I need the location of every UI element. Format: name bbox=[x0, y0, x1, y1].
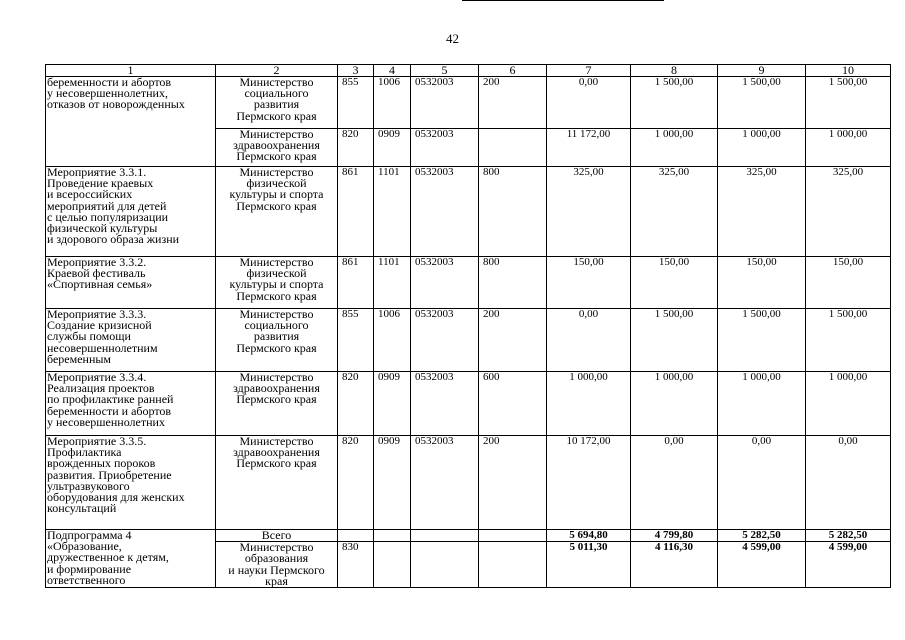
activity-name-cell bbox=[46, 129, 216, 167]
amount-cell: 4 599,00 bbox=[718, 542, 806, 588]
amount-cell: 150,00 bbox=[631, 257, 718, 309]
code-cell: 861 bbox=[338, 257, 374, 309]
page-number: 42 bbox=[446, 31, 459, 46]
code-cell: 820 bbox=[338, 372, 374, 436]
amount-cell: 4 116,30 bbox=[631, 542, 718, 588]
total-label-cell: Всего bbox=[216, 530, 338, 542]
amount-cell: 1 000,00 bbox=[547, 372, 631, 436]
code-cell: 855 bbox=[338, 77, 374, 129]
header-row bbox=[46, 65, 891, 77]
target-article-cell: 0532003 bbox=[411, 309, 479, 372]
amount-cell: 1 000,00 bbox=[806, 372, 891, 436]
activity-name-cell: Мероприятие 3.3.4. Реализация проектов по профилактике ранней беременности и абортов у несовершеннолетних bbox=[46, 372, 216, 436]
section-cell: 1006 bbox=[374, 309, 411, 372]
header-cell: 4 bbox=[374, 65, 411, 77]
section-cell: 1101 bbox=[374, 167, 411, 257]
target-article-cell: 0532003 bbox=[411, 257, 479, 309]
amount-cell: 10 172,00 bbox=[547, 436, 631, 530]
ministry-cell: Министерство физической культуры и спорта Пермского края bbox=[216, 167, 338, 257]
total-amount-cell: 5 282,50 bbox=[718, 530, 806, 542]
code-cell: 861 bbox=[338, 167, 374, 257]
amount-cell: 1 500,00 bbox=[806, 77, 891, 129]
expense-type-cell: 200 bbox=[479, 77, 547, 129]
total-amount-cell: 5 282,50 bbox=[806, 530, 891, 542]
ministry-cell: Министерство образования и науки Пермского края bbox=[216, 542, 338, 588]
expense-type-cell: 200 bbox=[479, 436, 547, 530]
activity-name-cell: Мероприятие 3.3.3. Создание кризисной службы помощи несовершеннолетним беременным bbox=[46, 309, 216, 372]
amount-cell: 4 599,00 bbox=[806, 542, 891, 588]
header-cell: 1 bbox=[46, 65, 216, 77]
expense-type-cell: 800 bbox=[479, 257, 547, 309]
code-cell: 820 bbox=[338, 436, 374, 530]
ministry-cell: Министерство здравоохранения Пермского края bbox=[216, 436, 338, 530]
target-article-cell: 0532003 bbox=[411, 77, 479, 129]
section-cell: 0909 bbox=[374, 129, 411, 167]
section-cell: 1101 bbox=[374, 257, 411, 309]
empty-cell bbox=[374, 530, 411, 542]
header-cell: 2 bbox=[216, 65, 338, 77]
amount-cell: 1 500,00 bbox=[718, 309, 806, 372]
code-cell: 830 bbox=[338, 542, 374, 588]
code-cell: 855 bbox=[338, 309, 374, 372]
amount-cell: 11 172,00 bbox=[547, 129, 631, 167]
total-amount-cell: 5 694,80 bbox=[547, 530, 631, 542]
amount-cell: 325,00 bbox=[547, 167, 631, 257]
total-amount-cell: 4 799,80 bbox=[631, 530, 718, 542]
amount-cell: 1 000,00 bbox=[718, 372, 806, 436]
expense-type-cell: 800 bbox=[479, 167, 547, 257]
ministry-cell: Министерство здравоохранения Пермского края bbox=[216, 129, 338, 167]
amount-cell: 1 500,00 bbox=[631, 77, 718, 129]
header-cell: 9 bbox=[718, 65, 806, 77]
empty-cell bbox=[411, 530, 479, 542]
table-row bbox=[46, 309, 891, 372]
header-cell: 8 bbox=[631, 65, 718, 77]
table-row bbox=[46, 257, 891, 309]
amount-cell: 325,00 bbox=[806, 167, 891, 257]
expense-type-cell: 200 bbox=[479, 309, 547, 372]
table-row bbox=[46, 167, 891, 257]
header-cell: 10 bbox=[806, 65, 891, 77]
activity-name-cell: Мероприятие 3.3.2. Краевой фестиваль «Спортивная семья» bbox=[46, 257, 216, 309]
amount-cell: 0,00 bbox=[547, 309, 631, 372]
ministry-cell: Министерство здравоохранения Пермского края bbox=[216, 372, 338, 436]
section-cell: 0909 bbox=[374, 372, 411, 436]
budget-table bbox=[45, 64, 891, 588]
subprogram-name-cell: Подпрограмма 4 «Образование, дружественное к детям, и формирование ответственного bbox=[46, 530, 216, 588]
table-row bbox=[46, 372, 891, 436]
amount-cell: 325,00 bbox=[718, 167, 806, 257]
amount-cell: 1 500,00 bbox=[631, 309, 718, 372]
amount-cell: 1 500,00 bbox=[718, 77, 806, 129]
table-row bbox=[46, 436, 891, 530]
empty-cell bbox=[479, 530, 547, 542]
activity-name-cell: Мероприятие 3.3.5. Профилактика врожденных пороков развития. Приобретение ультразвукового оборудования для женских консультаций bbox=[46, 436, 216, 530]
expense-type-cell bbox=[479, 129, 547, 167]
top-rule bbox=[462, 0, 664, 1]
target-article-cell: 0532003 bbox=[411, 372, 479, 436]
header-cell: 3 bbox=[338, 65, 374, 77]
empty-cell bbox=[338, 530, 374, 542]
amount-cell: 150,00 bbox=[547, 257, 631, 309]
section-cell: 0909 bbox=[374, 436, 411, 530]
table-row bbox=[46, 77, 891, 129]
header-cell: 6 bbox=[479, 65, 547, 77]
code-cell: 820 bbox=[338, 129, 374, 167]
table-row bbox=[46, 129, 891, 167]
amount-cell: 325,00 bbox=[631, 167, 718, 257]
amount-cell: 1 000,00 bbox=[806, 129, 891, 167]
amount-cell: 1 500,00 bbox=[806, 309, 891, 372]
target-article-cell: 0532003 bbox=[411, 129, 479, 167]
amount-cell: 1 000,00 bbox=[718, 129, 806, 167]
amount-cell: 5 011,30 bbox=[547, 542, 631, 588]
empty-cell bbox=[411, 542, 479, 588]
expense-type-cell: 600 bbox=[479, 372, 547, 436]
subprogram-total-row bbox=[46, 530, 891, 542]
ministry-cell: Министерство социального развития Пермского края bbox=[216, 309, 338, 372]
activity-name-cell: беременности и абортов у несовершеннолетних, отказов от новорожденных bbox=[46, 77, 216, 129]
section-cell: 1006 bbox=[374, 77, 411, 129]
ministry-cell: Министерство социального развития Пермского края bbox=[216, 77, 338, 129]
empty-cell bbox=[374, 542, 411, 588]
amount-cell: 0,00 bbox=[547, 77, 631, 129]
activity-name-cell: Мероприятие 3.3.1. Проведение краевых и всероссийских мероприятий для детей с целью популяризации физической культуры и здорового образа жизни bbox=[46, 167, 216, 257]
empty-cell bbox=[479, 542, 547, 588]
amount-cell: 0,00 bbox=[718, 436, 806, 530]
header-cell: 5 bbox=[411, 65, 479, 77]
ministry-cell: Министерство физической культуры и спорта Пермского края bbox=[216, 257, 338, 309]
amount-cell: 0,00 bbox=[806, 436, 891, 530]
amount-cell: 0,00 bbox=[631, 436, 718, 530]
header-cell: 7 bbox=[547, 65, 631, 77]
amount-cell: 1 000,00 bbox=[631, 372, 718, 436]
target-article-cell: 0532003 bbox=[411, 436, 479, 530]
amount-cell: 1 000,00 bbox=[631, 129, 718, 167]
target-article-cell: 0532003 bbox=[411, 167, 479, 257]
amount-cell: 150,00 bbox=[806, 257, 891, 309]
amount-cell: 150,00 bbox=[718, 257, 806, 309]
